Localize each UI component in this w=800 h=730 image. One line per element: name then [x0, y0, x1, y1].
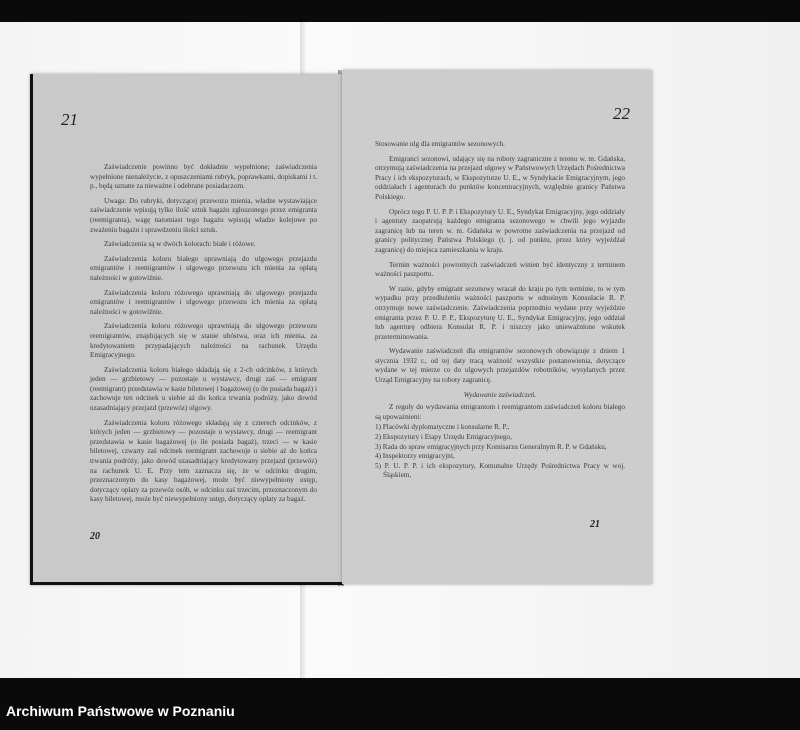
authority-list: [375, 423, 625, 481]
paragraph: Wydawanie zaświadczeń dla emigrantów sezonowych obowiązuje z dniem 1 stycznia 1932 r., od tej daty tracą ważność wszystkie postanowienia, dotyczące wydane w tej mierze co do ulgowych przejazdów robotników, wysyłanych przez Urząd Emigracyjny na roboty zagranicę.: [375, 347, 625, 385]
right-page: [342, 70, 652, 584]
paragraph: Zaświadczenia koloru białego uprawniają do ulgowego przejazdu emigrantów i reemigrantów i ulgowego przewozu ich mienia za opłatą należności w gotowiźnie.: [90, 254, 317, 282]
paragraph: Zaświadczenie powinno być dokładnie wypełnione; zaświadczenia wypełnione nienależycie, z opuszczeniami rubryk, poprawkami, dopiskami i t. p., będą uznane za nieważne i odebrane posiadaczom.: [90, 163, 317, 191]
right-page-number: 21: [590, 519, 600, 530]
paragraph: Zaświadczenia są w dwóch kolorach: białe i różowe.: [104, 240, 256, 249]
section-heading: Wydawanie zaświadczeń.: [463, 390, 537, 399]
right-handwritten-number: 22: [613, 104, 630, 123]
list-item: 1) Placówki dyplomatyczne i konsularne R. P.,: [375, 423, 510, 432]
right-page-text: [375, 140, 625, 481]
left-page-text: [90, 163, 317, 510]
list-item: 2) Ekspozytury i Etapy Urzędu Emigracyjnego,: [375, 433, 512, 442]
paragraph: Oprócz tego P. U. P. P. i Ekspozytury U. E., Syndykat Emigracyjny, jego oddziały i agentury zaopatrują każdego emigranta sezonowego w chwili jego wyjazdu zagranicę lub na teren w. m. Gdańska w powrotne zaświadczenia na przejazd od granicy politycznej Państwa Polskiego (t. j. od punktu, przez który wyjeżdżał zagranicę) do miejsca zamieszkania w kraju.: [375, 207, 625, 254]
paragraph: Emigranci sezonowi, udający się na roboty zagraniczne z terenu w. m. Gdańska, otrzymują zaświadczenia na przejazd ulgowy w Państwowych Urzędach Pośrednictwa Pracy i ich ekspozyturach, w Ekspozyturze U. E., w Syndykacie Emigracyjnym, jego oddziałach i agenturach do punktów koncentracyjnych, względnie granicy Państwa Polskiego.: [375, 154, 625, 201]
archive-label: Archiwum Państwowe w Poznaniu: [6, 703, 235, 719]
left-page-number: 20: [90, 531, 100, 542]
paragraph: Zaświadczenia koloru białego składają się z 2-ch odcinków, z których jeden — grzbietowy — pozostaje u wystawcy, drugi zaś — emigrant (reemigrant) przedstawia w kasie biletowej i bagażowej (o ile posiada bagaż) i zachowuje ten odcinek u siebie aż do końca trwania podróży, jako dowód uzasadniający przejazd (przewóz) ulgowy.: [90, 365, 317, 413]
paragraph: Zaświadczenia koloru różowego uprawniają do ulgowego przejazdu emigrantów i reemigrantów i ulgowego przewozu ich mienia za opłatą należności w gotowiźnie.: [90, 288, 317, 316]
left-handwritten-number: 21: [61, 110, 78, 129]
list-item: 4) Inspektorzy emigracyjni,: [375, 452, 455, 461]
list-item: 5) P. U. P. P. i ich ekspozytury, Komunalne Urzędy Pośrednictwa Pracy w woj. Śląskiem,: [375, 461, 625, 480]
paragraph: Zaświadczenia koloru różowego składają się z czterech odcinków, z których jeden — grzbietowy — pozostaje u wystawcy, drugi — reemigrant przedstawia w kasie bagażowej (o ile posiada bagaż), trzeci — w kasie biletowej, czwarty zaś odcinek reemigrant zachowuje u siebie aż do końca trwania podróży, jako dowód uzasadniający kredytowany przejazd (przewóz) na rachunek U. E. Przy tem zaznacza się, że w odcinku drugim, przeznaczonym do kasy bagażowej, może być niewypełniony ustęp, dotyczący opłaty za przewóz osób, w odcinku zaś trzecim, przeznaczonym do kasy biletowej, może być niewypełniony ustęp, dotyczący opłaty za bagaż.: [90, 418, 317, 504]
paragraph: Uwaga: Do rubryki, dotyczącej przewozu mienia, władze wystawiające zaświadczenie wpisują tylko ilość sztuk bagażu zgłoszonego przez emigranta (reemigranta), wagę natomiast tego bagażu wpisują władze kolejowe po zważeniu bagażu i sprawdzeniu ilości sztuk.: [90, 196, 317, 234]
paragraph: W razie, gdyby emigrant sezonowy wracał do kraju po tym terminie, to w tym wypadku przy przedłużeniu ważności paszportu w odnośnym Konsulacie R. P. otrzymuje nowe zaświadczenie. Zaświadczenia poprzednio wydane przy wyjeździe emigranta przez P. U. P. P., Ekspozyturę U. E., Syndykat Emigracyjny, jego oddział lub agenturę odbiera Konsulat R. P. i niszczy jako unieważnione wskutek przeterminowania.: [375, 284, 625, 341]
paragraph: Stosowanie ulg dla emigrantów sezonowych.: [375, 140, 505, 148]
section-intro: Z reguły do wydawania emigrantom i reemigrantom zaświadczeń koloru białego są upoważnieni:: [375, 403, 625, 421]
paragraph: Termin ważności powrotnych zaświadczeń winien być identyczny z terminem ważności paszportu.: [375, 260, 625, 279]
left-page: [30, 74, 343, 585]
paragraph: Zaświadczenia koloru różowego uprawniają do ulgowego przewozu reemigrantów, znajdujących się w stanie ubóstwa, oraz ich mienia, za kredytowaniem przypadających należności na rachunek Urzędu Emigracyjnego.: [90, 322, 317, 360]
list-item: 3) Rada do spraw emigracyjnych przy Komisarzu Generalnym R. P. w Gdańsku,: [375, 442, 607, 451]
